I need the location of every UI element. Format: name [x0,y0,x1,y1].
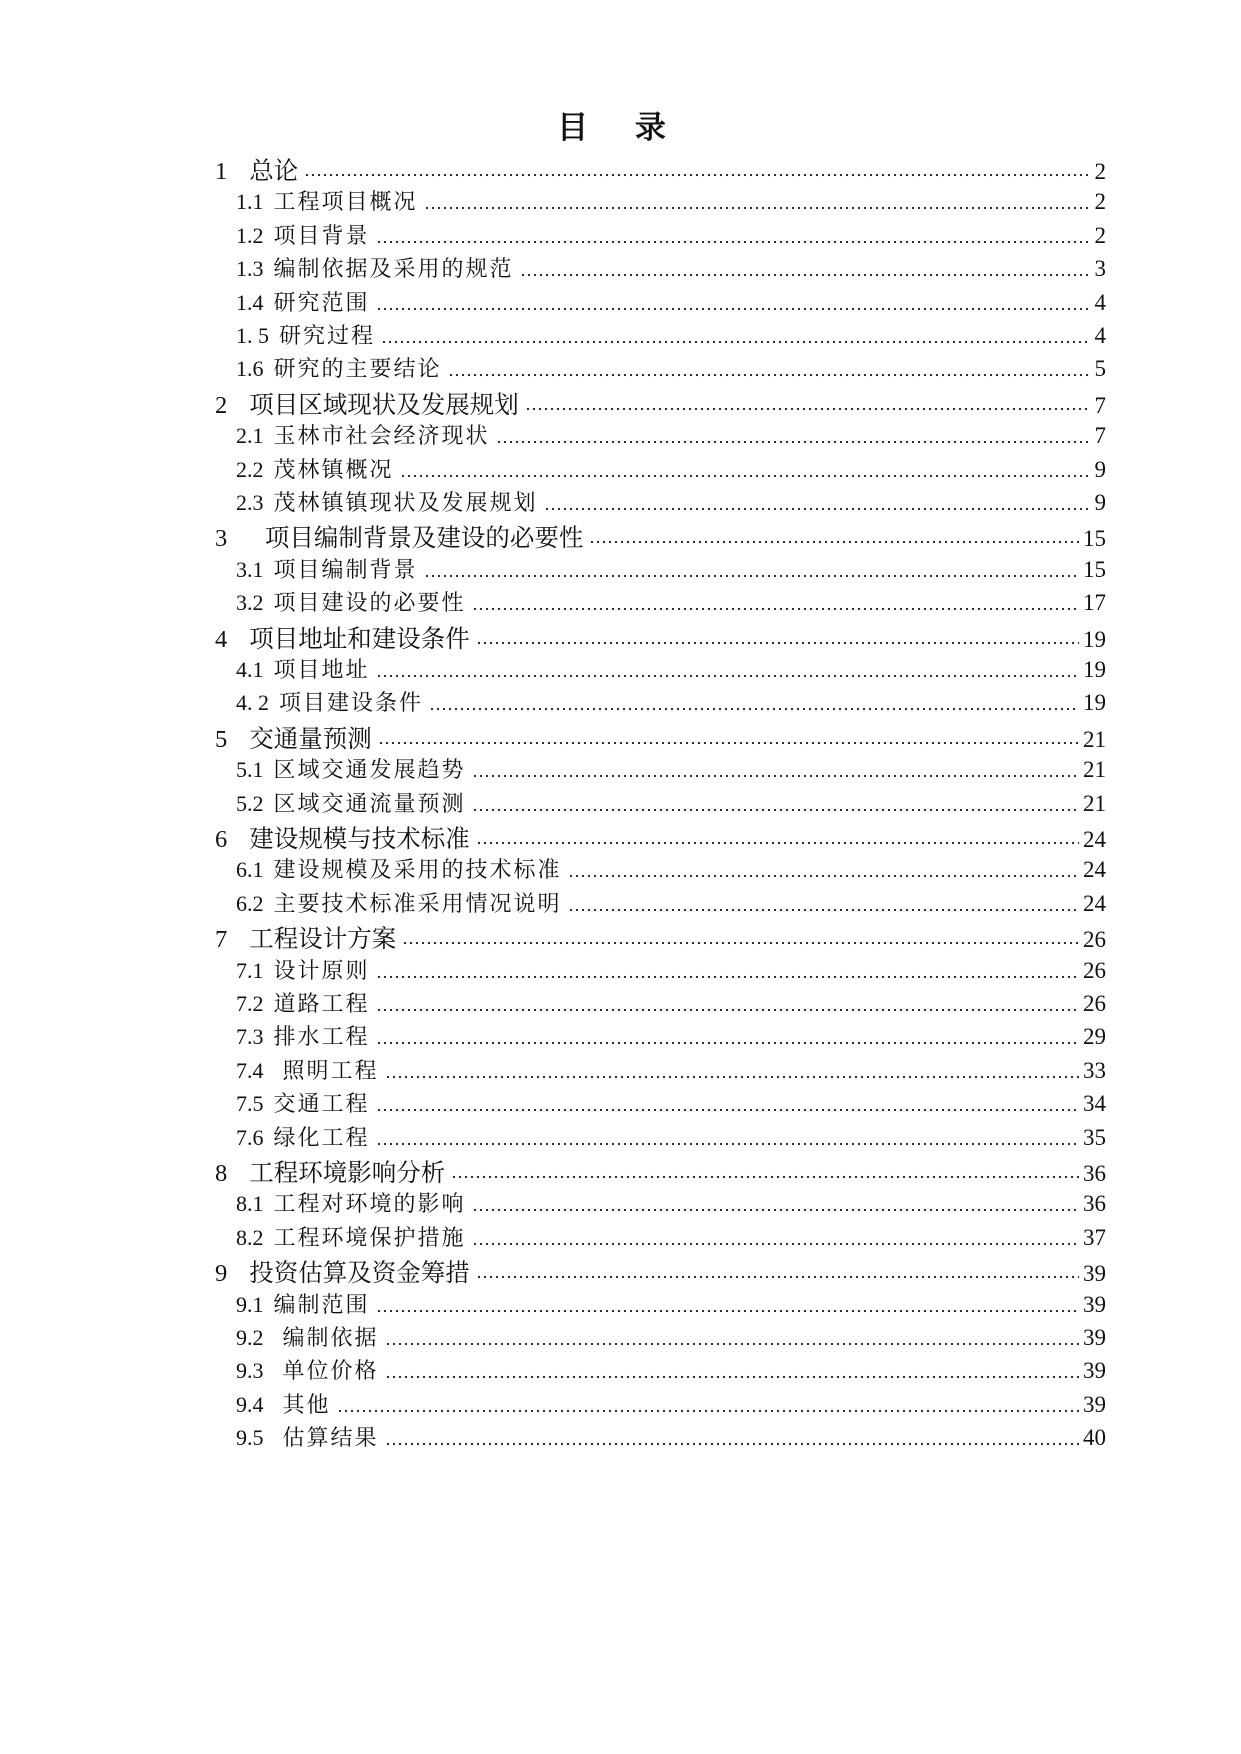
toc-section-entry[interactable] [236,453,1106,485]
toc-page-number: 19 [1083,690,1106,716]
toc-entry-number: 9 [215,1260,228,1288]
toc-section-entry[interactable] [236,1054,1106,1086]
toc-dot-leader [424,206,1091,210]
toc-entry-title: 其他 [273,1392,331,1418]
toc-dot-leader [304,173,1090,177]
toc-entry-title: 工程环境保护措施 [273,1225,466,1251]
toc-entry-number: 1.1 [236,189,264,215]
toc-entry-title: 工程设计方案 [249,924,397,954]
toc-entry-title: 建设规模及采用的技术标准 [273,858,562,884]
toc-page-number: 26 [1083,957,1106,983]
toc-entry-number: 4 [215,625,228,653]
toc-entry-number: 7.3 [236,1024,264,1050]
toc-page-number: 15 [1083,556,1106,582]
toc-dot-leader [472,774,1079,778]
toc-dot-leader [568,908,1079,912]
toc-dot-leader [472,1242,1079,1246]
toc-section-entry[interactable] [236,286,1106,318]
toc-section-entry[interactable] [236,686,1106,718]
toc-page-number: 21 [1083,726,1106,752]
toc-page-number: 39 [1083,1325,1106,1350]
toc-section-entry[interactable] [236,419,1106,451]
toc-dot-leader [476,1275,1079,1279]
toc-dot-leader [385,1375,1080,1379]
toc-entry-number: 7.1 [236,957,264,983]
toc-chapter-entry[interactable] [215,386,1106,418]
toc-entry-title: 项目建设的必要性 [273,591,466,617]
toc-entry-title: 交通量预测 [249,723,372,753]
toc-entry-title: 茂林镇概况 [273,457,394,483]
toc-dot-leader [376,1309,1079,1313]
toc-section-entry[interactable] [236,486,1106,518]
toc-page-number: 39 [1083,1391,1106,1417]
toc-page-number: 2 [1094,159,1106,184]
toc-page-number: 3 [1094,256,1106,282]
toc-entry-number: 9.4 [236,1391,264,1417]
toc-entry-title: 设计原则 [273,958,370,984]
toc-section-entry[interactable] [236,1354,1106,1386]
toc-chapter-entry[interactable] [215,1254,1106,1286]
toc-entry-title: 照明工程 [273,1058,379,1084]
toc-entry-title: 区域交通流量预测 [273,791,466,817]
toc-entry-title: 项目建设条件 [279,691,424,717]
toc-section-entry[interactable] [236,219,1106,251]
toc-entry-title: 项目背景 [273,223,370,249]
toc-dot-leader [376,1142,1079,1146]
toc-section-entry[interactable] [236,553,1106,585]
toc-dot-leader [520,273,1091,277]
toc-dot-leader [376,674,1079,678]
toc-dot-leader [376,1108,1079,1112]
toc-dot-leader [448,373,1091,377]
toc-page-number: 21 [1083,757,1106,783]
toc-page-number: 21 [1083,790,1106,816]
toc-entry-title: 排水工程 [273,1025,370,1051]
toc-page-number: 15 [1083,526,1106,552]
toc-dot-leader [385,1442,1080,1446]
toc-entry-title: 研究范围 [273,290,370,316]
toc-page-number: 19 [1083,657,1106,682]
toc-page-number: 2 [1094,189,1106,215]
toc-entry-title: 项目编制背景 [273,557,418,583]
toc-entry-number: 8 [215,1160,228,1187]
toc-page-number: 33 [1083,1057,1106,1083]
toc-entry-number: 9.2 [236,1325,264,1350]
toc-entry-title: 项目编制背景及建设的必要性 [249,523,584,553]
toc-entry-number: 1.4 [236,289,264,315]
toc-dot-leader [568,874,1079,878]
toc-section-entry[interactable] [236,954,1106,986]
toc-section-entry[interactable] [236,1388,1106,1420]
toc-entry-number: 7.4 [236,1057,264,1083]
toc-entry-title: 绿化工程 [273,1125,370,1151]
toc-entry-title: 建设规模与技术标准 [249,824,470,853]
toc-dot-leader [337,1409,1080,1413]
toc-page-number: 7 [1094,392,1106,418]
toc-entry-title: 项目区域现状及发展规划 [249,389,519,419]
toc-section-entry[interactable] [236,1187,1106,1219]
toc-section-entry[interactable] [236,653,1106,685]
toc-section-entry[interactable] [236,319,1106,351]
toc-dot-leader [376,240,1091,244]
toc-dot-leader [424,574,1079,578]
toc-dot-leader [476,641,1079,645]
toc-chapter-entry[interactable] [215,720,1106,752]
toc-page-number: 17 [1083,590,1106,616]
toc-entry-number: 9.1 [236,1291,264,1317]
toc-section-entry[interactable] [236,753,1106,785]
toc-section-entry[interactable] [236,1087,1106,1119]
toc-entry-number: 7.2 [236,991,264,1016]
toc-entry-number: 2 [215,391,228,419]
toc-entry-number: 2.2 [236,456,264,482]
toc-entry-title: 编制依据 [273,1326,379,1351]
toc-section-entry[interactable] [236,185,1106,217]
toc-dot-leader [429,707,1079,711]
toc-entry-number: 6.1 [236,857,264,883]
toc-entry-number: 5.2 [236,790,264,816]
toc-entry-title: 茂林镇镇现状及发展规划 [273,491,538,516]
toc-dot-leader [378,741,1079,745]
toc-dot-leader [525,407,1091,411]
toc-page-number: 24 [1083,827,1106,852]
toc-dot-leader [402,941,1079,945]
toc-section-entry[interactable] [236,586,1106,618]
toc-entry-title: 道路工程 [273,992,370,1017]
toc-entry-title: 研究的主要结论 [273,357,442,383]
toc-page-number: 5 [1094,356,1106,382]
toc-dot-leader [472,607,1079,611]
toc-dot-leader [385,1342,1080,1346]
toc-entry-number: 3.2 [236,590,264,616]
toc-entry-title: 估算结果 [273,1426,379,1452]
toc-chapter-entry[interactable] [215,152,1106,184]
toc-entry-number: 5 [215,725,228,753]
toc-page-number: 9 [1094,490,1106,515]
toc-page-number: 2 [1094,222,1106,248]
toc-dot-leader [381,340,1090,344]
toc-section-entry[interactable] [236,1221,1106,1253]
toc-section-entry[interactable] [236,352,1106,384]
toc-chapter-entry[interactable] [215,519,1106,551]
toc-chapter-entry[interactable] [215,620,1106,652]
toc-section-entry[interactable] [236,1020,1106,1052]
toc-entry-number: 7 [215,926,228,954]
toc-entry-number: 6 [215,826,228,853]
toc-entry-number: 1.6 [236,356,264,382]
toc-entry-number: 5.1 [236,757,264,783]
toc-dot-leader [496,440,1091,444]
toc-chapter-entry[interactable] [215,820,1106,852]
toc-page-number: 40 [1083,1425,1106,1451]
toc-entry-title: 投资估算及资金筹措 [249,1258,470,1288]
toc-dot-leader [376,1041,1079,1045]
toc-entry-number: 1.2 [236,222,264,248]
toc-entry-number: 7.5 [236,1091,264,1117]
toc-page-number: 39 [1083,1261,1106,1287]
toc-entry-number: 4.1 [236,657,264,682]
toc-page-number: 26 [1083,927,1106,953]
toc-entry-number: 9.5 [236,1425,264,1451]
toc-dot-leader [451,1175,1079,1179]
toc-entry-title: 区域交通发展趋势 [273,758,466,784]
toc-dot-leader [472,1208,1079,1212]
toc-section-entry[interactable] [236,1321,1106,1353]
toc-entry-title: 主要技术标准采用情况说明 [273,891,562,917]
toc-section-entry[interactable] [236,252,1106,284]
toc-page-number: 19 [1083,626,1106,652]
toc-dot-leader [376,1008,1079,1012]
toc-dot-leader [385,1075,1080,1079]
toc-entry-number: 7.6 [236,1124,264,1150]
toc-page-number: 29 [1083,1024,1106,1050]
toc-page-number: 39 [1083,1358,1106,1384]
toc-entry-number: 2.3 [236,490,264,515]
toc-page-number: 24 [1083,890,1106,916]
toc-section-entry[interactable] [236,1288,1106,1320]
toc-entry-title: 工程项目概况 [273,190,418,216]
toc-entry-title: 项目地址和建设条件 [249,623,470,653]
toc-entry-title: 交通工程 [273,1092,370,1118]
toc-dot-leader [376,307,1091,311]
toc-section-entry[interactable] [236,787,1106,819]
toc-page-number: 36 [1083,1161,1106,1186]
toc-dot-leader [472,808,1079,812]
toc-chapter-entry[interactable] [215,1154,1106,1186]
toc-entry-number: 2.1 [236,423,264,449]
toc-page-number: 26 [1083,991,1106,1016]
toc-page-number: 34 [1083,1091,1106,1117]
toc-page-number: 9 [1094,456,1106,482]
toc-chapter-entry[interactable] [215,920,1106,952]
toc-entry-number: 1. 5 [236,323,269,348]
toc-page-number: 35 [1083,1124,1106,1150]
toc-entry-number: 6.2 [236,890,264,916]
toc-entry-title: 单位价格 [273,1359,379,1385]
toc-entry-title: 项目地址 [273,658,370,683]
toc-entry-number: 3.1 [236,556,264,582]
toc-entry-title: 工程对环境的影响 [273,1192,466,1218]
toc-page-number: 36 [1083,1191,1106,1217]
toc-entry-title: 编制依据及采用的规范 [273,257,514,283]
toc-entry-number: 4. 2 [236,690,269,716]
toc-section-entry[interactable] [236,853,1106,885]
toc-dot-leader [589,540,1079,544]
toc-entry-number: 8.2 [236,1224,264,1250]
toc-page-number: 4 [1094,323,1106,348]
toc-section-entry[interactable] [236,1421,1106,1453]
toc-section-entry[interactable] [236,1121,1106,1153]
toc-section-entry[interactable] [236,987,1106,1019]
toc-page-number: 39 [1083,1291,1106,1317]
toc-dot-leader [376,975,1079,979]
toc-entry-number: 8.1 [236,1191,264,1217]
toc-page-number: 24 [1083,857,1106,883]
toc-entry-number: 1 [215,158,228,185]
toc-entry-title: 工程环境影响分析 [249,1158,446,1187]
toc-entry-title: 玉林市社会经济现状 [273,424,490,450]
toc-entry-number: 3 [215,525,228,553]
toc-dot-leader [400,474,1091,478]
toc-entry-title: 编制范围 [273,1292,370,1318]
toc-entry-number: 1.3 [236,256,264,282]
toc-page-number: 4 [1094,289,1106,315]
toc-dot-leader [476,841,1079,845]
toc-section-entry[interactable] [236,887,1106,919]
toc-dot-leader [544,507,1091,511]
toc-entry-title: 研究过程 [279,324,376,349]
toc-entry-title: 总论 [249,156,299,185]
toc-entry-number: 9.3 [236,1358,264,1384]
toc-page-number: 37 [1083,1224,1106,1250]
page-title: 目 录 [557,110,684,146]
toc-page-number: 7 [1094,423,1106,449]
